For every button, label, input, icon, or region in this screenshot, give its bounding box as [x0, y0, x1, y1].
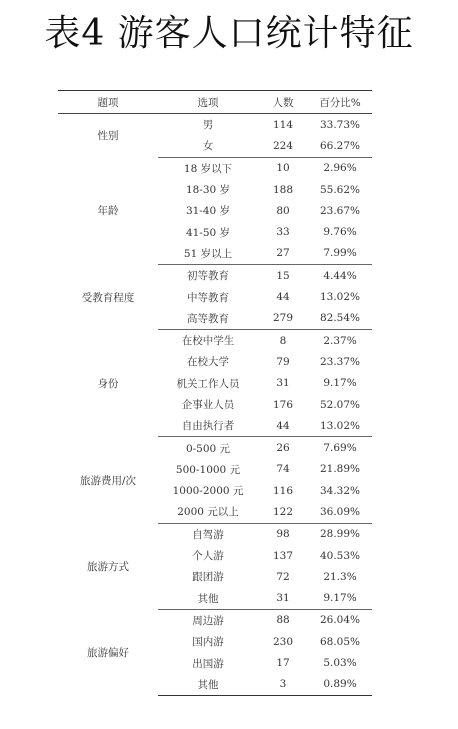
- count-cell: 114: [272, 118, 294, 131]
- category-cell: 旅游费用/次: [79, 474, 137, 487]
- table-row: [58, 157, 372, 179]
- option-cell: 高等教育: [158, 308, 258, 330]
- option-cell: 男: [202, 119, 214, 132]
- percent-cell: 66.27%: [308, 135, 372, 157]
- option-cell: 其他: [158, 674, 258, 696]
- option-cell: 女: [158, 135, 258, 157]
- category-cell: 年龄: [97, 205, 119, 218]
- percent-cell: 4.44%: [323, 269, 357, 282]
- count-cell: 15: [276, 269, 290, 282]
- table-body: [58, 114, 372, 696]
- count-cell: 17: [276, 657, 290, 670]
- percent-cell: 23.67%: [319, 204, 361, 217]
- percent-cell: 68.05%: [319, 635, 361, 648]
- option-cell: 企事业人员: [181, 399, 235, 411]
- option-cell: 出国游: [192, 657, 224, 670]
- percent-cell: 26.04%: [319, 614, 361, 627]
- count-cell: 98: [276, 528, 290, 541]
- percent-cell: 9.17%: [308, 588, 372, 610]
- count-cell: 116: [272, 484, 294, 497]
- table-row: [58, 329, 372, 351]
- option-cell: 18-30 岁: [185, 184, 231, 197]
- count-cell: 137: [272, 549, 294, 562]
- percent-cell: 28.99%: [319, 528, 361, 541]
- percent-cell: 23.37%: [319, 355, 361, 368]
- option-cell: 自由执行者: [158, 415, 258, 437]
- percent-cell: 5.03%: [323, 657, 357, 670]
- option-cell: 在校大学: [187, 356, 229, 369]
- count-cell: 31: [276, 377, 290, 390]
- percent-cell: 2.37%: [323, 334, 357, 347]
- count-cell: 3: [258, 674, 308, 696]
- percent-cell: 40.53%: [319, 549, 361, 562]
- option-cell: 41-50 岁: [185, 226, 231, 239]
- demographics-table: [58, 90, 372, 696]
- count-cell: 176: [272, 398, 294, 411]
- option-cell: 0-500 元: [185, 442, 231, 455]
- count-cell: 88: [276, 614, 290, 627]
- percent-cell: 55.62%: [319, 183, 361, 196]
- table-row: [58, 609, 372, 631]
- option-cell: 自驾游: [192, 528, 224, 541]
- option-cell: 在校中学生: [181, 335, 235, 348]
- category-cell: 旅游偏好: [87, 646, 129, 659]
- category-cell: 性别: [97, 130, 119, 143]
- option-cell: 2000 元以上: [158, 501, 258, 523]
- count-cell: 122: [258, 501, 308, 523]
- percent-cell: 82.54%: [308, 308, 372, 330]
- table-row: [58, 265, 372, 287]
- table-header: [58, 91, 372, 114]
- percent-cell: 21.3%: [323, 570, 357, 583]
- count-cell: 44: [258, 415, 308, 437]
- percent-cell: 21.89%: [319, 463, 361, 476]
- percent-cell: 13.02%: [308, 415, 372, 437]
- percent-cell: 7.99%: [308, 243, 372, 265]
- category-cell: 旅游方式: [87, 560, 129, 573]
- count-cell: 44: [276, 291, 290, 304]
- count-cell: 72: [276, 570, 290, 583]
- header-row: [58, 91, 372, 114]
- header-item: 题项: [58, 91, 158, 114]
- header-count: 人数: [258, 91, 308, 114]
- option-cell: 18 岁以下: [183, 162, 233, 175]
- option-cell: 机关工作人员: [176, 377, 240, 390]
- count-cell: 188: [272, 183, 294, 196]
- category-cell: 身份: [97, 377, 119, 390]
- table-row: [58, 437, 372, 459]
- option-cell: 中等教育: [187, 291, 229, 304]
- percent-cell: 9.17%: [323, 377, 357, 390]
- count-cell: 74: [276, 463, 290, 476]
- percent-cell: 36.09%: [308, 501, 372, 523]
- count-cell: 80: [276, 204, 290, 217]
- count-cell: 230: [272, 635, 294, 648]
- option-cell: 跟团游: [192, 571, 224, 584]
- page-title: 表4 游客人口统计特征: [44, 13, 414, 54]
- table-row: [58, 523, 372, 545]
- count-cell: 279: [258, 308, 308, 330]
- percent-cell: 2.96%: [323, 162, 357, 175]
- option-cell: 初等教育: [187, 270, 229, 283]
- demographics-table-container: [58, 90, 372, 696]
- table-row: [58, 114, 372, 136]
- option-cell: 周边游: [192, 614, 224, 627]
- count-cell: 31: [258, 588, 308, 610]
- count-cell: 27: [258, 243, 308, 265]
- option-cell: 31-40 岁: [185, 205, 231, 218]
- option-cell: 51 岁以上: [158, 243, 258, 265]
- option-cell: 1000-2000 元: [172, 485, 244, 498]
- count-cell: 79: [276, 355, 290, 368]
- count-cell: 33: [276, 226, 290, 239]
- option-cell: 其他: [158, 588, 258, 610]
- percent-cell: 33.73%: [319, 118, 361, 131]
- category-cell: 受教育程度: [81, 291, 135, 304]
- count-cell: 224: [258, 135, 308, 157]
- percent-cell: 9.76%: [323, 226, 357, 239]
- percent-cell: 0.89%: [308, 674, 372, 696]
- percent-cell: 52.07%: [319, 398, 361, 411]
- header-percent: 百分比%: [308, 91, 372, 114]
- percent-cell: 13.02%: [319, 291, 361, 304]
- count-cell: 26: [276, 442, 290, 455]
- count-cell: 10: [276, 162, 290, 175]
- option-cell: 国内游: [192, 636, 224, 649]
- header-option: 选项: [158, 91, 258, 114]
- percent-cell: 34.32%: [319, 484, 361, 497]
- option-cell: 个人游: [192, 550, 224, 563]
- option-cell: 500-1000 元: [175, 463, 241, 476]
- count-cell: 8: [279, 334, 287, 347]
- percent-cell: 7.69%: [323, 442, 357, 455]
